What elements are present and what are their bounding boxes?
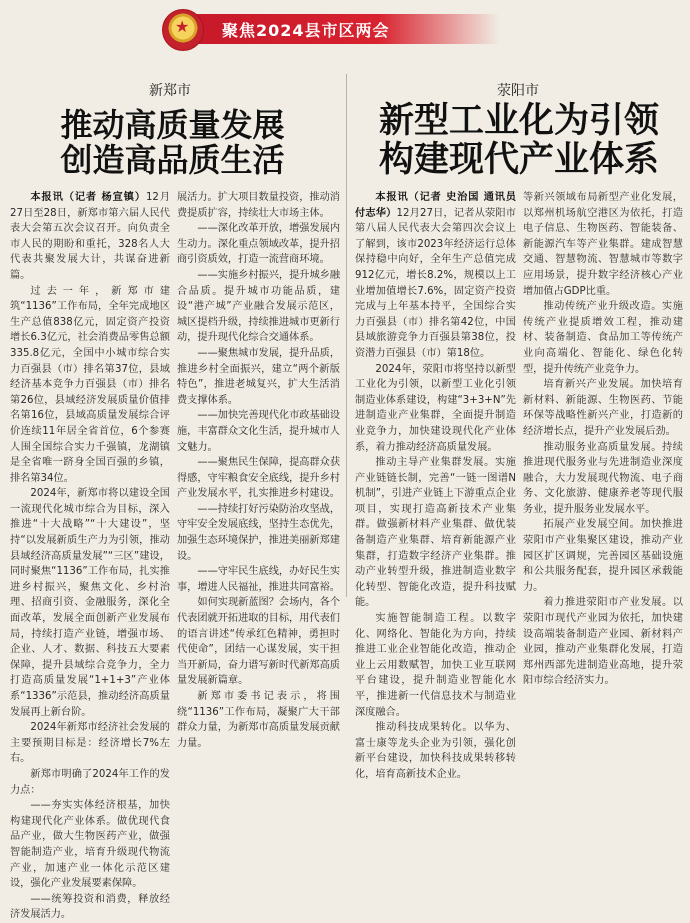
paragraph-text: ——聚焦民生保障，提高群众获得感，守牢粮食安全底线，提升乡村产业发展水平，扎实推进乡村建设。 <box>177 457 341 500</box>
banner-title: 聚焦2024县市区两会 <box>222 20 390 40</box>
left-headline <box>0 108 345 178</box>
paragraph-text: 2024年，荥阳市将坚持以新型工业化为引领，以新型工业化引领制造业体系建设，构建“3+3+N”先进制造业产业集群，全面提升制造业竞争力，加快建设现代化产业体系，着力推动经济高质量发展。 <box>355 363 516 453</box>
paragraph <box>523 190 683 299</box>
left-headline-line2: 创造高品质生活 <box>60 141 285 180</box>
right-headline-line1: 新型工业化为引领 <box>378 101 659 141</box>
paragraph <box>10 798 170 892</box>
paragraph-text: 新郑市明确了2024年工作的发力点： <box>10 768 170 796</box>
paragraph <box>177 689 340 751</box>
paragraph-text: 过去一年，新郑市建筑“1136”工作布局，全年完成地区生产总值838亿元，固定资产投资增长6.3亿元，社会消费品零售总额335.8亿元，全国中小城市综合实力百强县（市）排名第37位，县域经济基本竞争力百强县（市）排名第26位，县域经济发展质量价值排名第16位，县域高质量发展综合评价连续11年居全省首位，6个参赛人围全国综合实力千强镇，龙湖镇是全省唯一跻身全国百强的乡镇，排名第34位。 <box>10 285 170 484</box>
paragraph-text: 2024年新郑市经济社会发展的主要预期目标是：经济增长7%左右。 <box>10 722 170 765</box>
paragraph-text: 新郑市委书记表示，将围绕“1136”工作布局，凝聚广大干部群众力量，为新郑市高质量发展贡献力量。 <box>177 691 340 749</box>
column-divider <box>346 74 347 597</box>
paragraph-text: ——深化改革开放，增强发展内生动力。深化重点领域改革，提升招商引资质效，打造一流营商环境。 <box>177 223 341 266</box>
paragraph <box>10 284 170 487</box>
paragraph-text: ——夯实实体经济根基，加快构建现代化产业体系。做优现代食品产业，做大生物医药产业，做强智能制造产业，培育升级现代物流产业，加速产业一体化示范区建设，强化产业发展要素保障。 <box>10 800 170 890</box>
left-headline-line1: 推动高质量发展 <box>60 106 285 144</box>
paragraph-text: ——守牢民生底线，办好民生实事，增进人民福祉，推进共同富裕。 <box>177 566 341 593</box>
paragraph <box>177 190 340 221</box>
paragraph <box>177 346 340 408</box>
paragraph-text: ——加快完善现代化市政基础设施，丰富群众文化生活，提升城市人文魅力。 <box>177 410 341 453</box>
paragraph <box>523 517 683 595</box>
paragraph-text: 12月27日至28日，新郑市第六届人民代表大会第五次会议召开。向负责全市人民的期盼和重托，328名人大代表共聚发展大计，共谋奋进新篇。 <box>10 192 171 281</box>
paragraph <box>177 595 340 689</box>
byline: 本报讯（记者 史治国 通讯员 付志华） <box>355 192 516 219</box>
paragraph <box>10 486 170 720</box>
paragraph <box>10 190 170 284</box>
emblem-icon <box>162 9 204 51</box>
paragraph-text: ——持续打好污染防治攻坚战，守牢安全发展底线，坚持生态优先，加强生态环境保护，推进美丽新郑建设。 <box>177 503 341 562</box>
paragraph <box>523 299 683 377</box>
paragraph <box>177 502 340 564</box>
paragraph <box>355 362 516 456</box>
paragraph-text: 推动传统产业升级改造。实施传统产业提质增效工程，推动建材、装备制造、食品加工等传统产业向高端化、智能化、绿色化转型，提升传统产业竞争力。 <box>523 301 683 375</box>
right-article-column-2 <box>523 190 683 687</box>
paragraph-text: ——统筹投资和消费，释放经济发展活力。 <box>10 893 170 921</box>
paragraph-text: 培育新兴产业发展。加快培育新材料、新能源、生物医药、节能环保等战略性新兴产业，打造新的经济增长点，提升产业发展后劲。 <box>523 379 683 437</box>
paragraph <box>523 595 683 689</box>
paragraph-text: 拓展产业发展空间。加快推进荥阳市产业集聚区建设，推动产业园区扩区调规，完善园区基础设施和公共服务配套，提升园区承载能力。 <box>523 519 683 593</box>
paragraph-text: 如何实现新蓝图？会场内，各个代表团就开拓进取的目标，用代表们的语言讲述“传承红色精神，勇担时代使命”，团结一心谋发展，实干担当开新局，奋力谱写新时代新郑高质量发展新篇章。 <box>177 597 341 687</box>
paragraph <box>523 377 683 439</box>
paragraph-text: 着力推进荥阳市产业发展。以荥阳市现代产业园为依托，加快建设高端装备制造产业园、新材料产业园，推动产业集群化发展，打造郑州西部先进制造业高地，提升荥阳市综合经济实力。 <box>523 597 683 687</box>
left-article-column-1 <box>10 190 171 921</box>
paragraph <box>355 611 516 720</box>
paragraph <box>177 455 340 502</box>
right-city-label: 荥阳市 <box>497 83 539 99</box>
paragraph <box>10 892 170 923</box>
right-headline <box>348 102 690 179</box>
right-article-column-1 <box>355 190 516 780</box>
paragraph-text: ——实施乡村振兴，提升城乡融合品质。提升城市功能品质，建设“港产城”产业融合发展示范区，城区提档升级，持续推进城市更新行动，提升现代化综合交通体系。 <box>177 269 341 344</box>
paragraph-text: 推动科技成果转化。以华为、富士康等龙头企业为引领，强化创新平台建设，加快科技成果转移转化，培育高新技术企业。 <box>355 722 516 780</box>
paragraph <box>355 190 516 362</box>
paragraph-text: 等新兴领域布局新型产业化发展，以郑州机场航空港区为依托，打造电子信息、生物医药、智能装备、新能源汽车等产业集群。建成智慧交通、智慧物流、智慧城市等数字应用场景，提升数字经济核心产业增加值占GDP比重。 <box>523 192 683 297</box>
left-city-label: 新郑市 <box>149 83 191 99</box>
paragraph-text: 推动主导产业集群发展。实施产业链链长制，完善“一链一图谱N机制”，引进产业链上下游重点企业项目，实现打造高新技术产业集群。做强新材料产业集群、做优装备制造产业集群、培育新能源产业集群，打造数字经济产业集群。推动产业转型升级，推进制造业数字化转型、智能化改造，提升科技赋能。 <box>355 457 516 609</box>
paragraph <box>523 440 683 518</box>
right-headline-line2: 构建现代产业体系 <box>378 139 659 180</box>
left-article-column-2 <box>177 190 341 749</box>
byline: 本报讯（记者 杨宣镇） <box>30 192 146 203</box>
paragraph <box>10 720 170 767</box>
paragraph <box>355 720 516 782</box>
paragraph-text: 推动服务业高质量发展。持续推进现代服务业与先进制造业深度融合，大力发展现代物流、电子商务、文化旅游、健康养老等现代服务业，提升服务业发展水平。 <box>523 441 683 515</box>
paragraph <box>177 564 340 595</box>
paragraph <box>355 455 516 611</box>
paragraph <box>10 767 170 798</box>
paragraph-text: 展活力。扩大项目数量投资，推动消费提质扩容，持续壮大市场主体。 <box>177 192 340 219</box>
paragraph-text: 2024年，新郑市将以建设全国一流现代化城市综合为目标，深入推进“十大战略”“十大建设”，坚持“以发展新质生产力为引领，推动县域经济高质量发展”“三区”建设，同时聚焦“1136”工作布局，扎实推进乡村振兴，聚焦文化、乡村治理、招商引资、金融服务，深化全面改革，发展全面创新产业发展布局，持续打造产业链，增强市场、企业、人才、数据、科技五大要素保障，提升县域综合竞争力，全力打造高质量发展“1+1+3”产业体系“1336”示范县，推动经济高质量发展再上新台阶。 <box>10 488 170 718</box>
paragraph <box>177 221 340 268</box>
paragraph <box>177 268 340 346</box>
paragraph-text: 12月27日，记者从荥阳市第八届人民代表大会第四次会议上了解到，该市2023年经济运行总体保持稳中向好，全年生产总值完成912亿元，增长8.2%，规模以上工业增加值增长7.6%，固定资产投资完成与上年基本持平，全国综合实力百强县（市）排名第42位，中国县域旅游竞争力百强县第38位，投资潜力百强县（市）第18位。 <box>355 207 516 359</box>
paragraph-text: 实施智能制造工程。以数字化、网络化、智能化为方向，持续推进工业企业智能化改造，推动企业上云用数赋智，加快工业互联网平台建设，提升制造业智能化水平，推进新一代信息技术与制造业深度融合。 <box>355 613 516 718</box>
section-banner <box>196 14 500 44</box>
paragraph-text: ——聚焦城市发展，提升品质，推进乡村全面振兴，建立“两个新版特色”，推进老城复兴，扩大生活消费支撑体系。 <box>177 347 341 406</box>
paragraph <box>177 408 340 455</box>
